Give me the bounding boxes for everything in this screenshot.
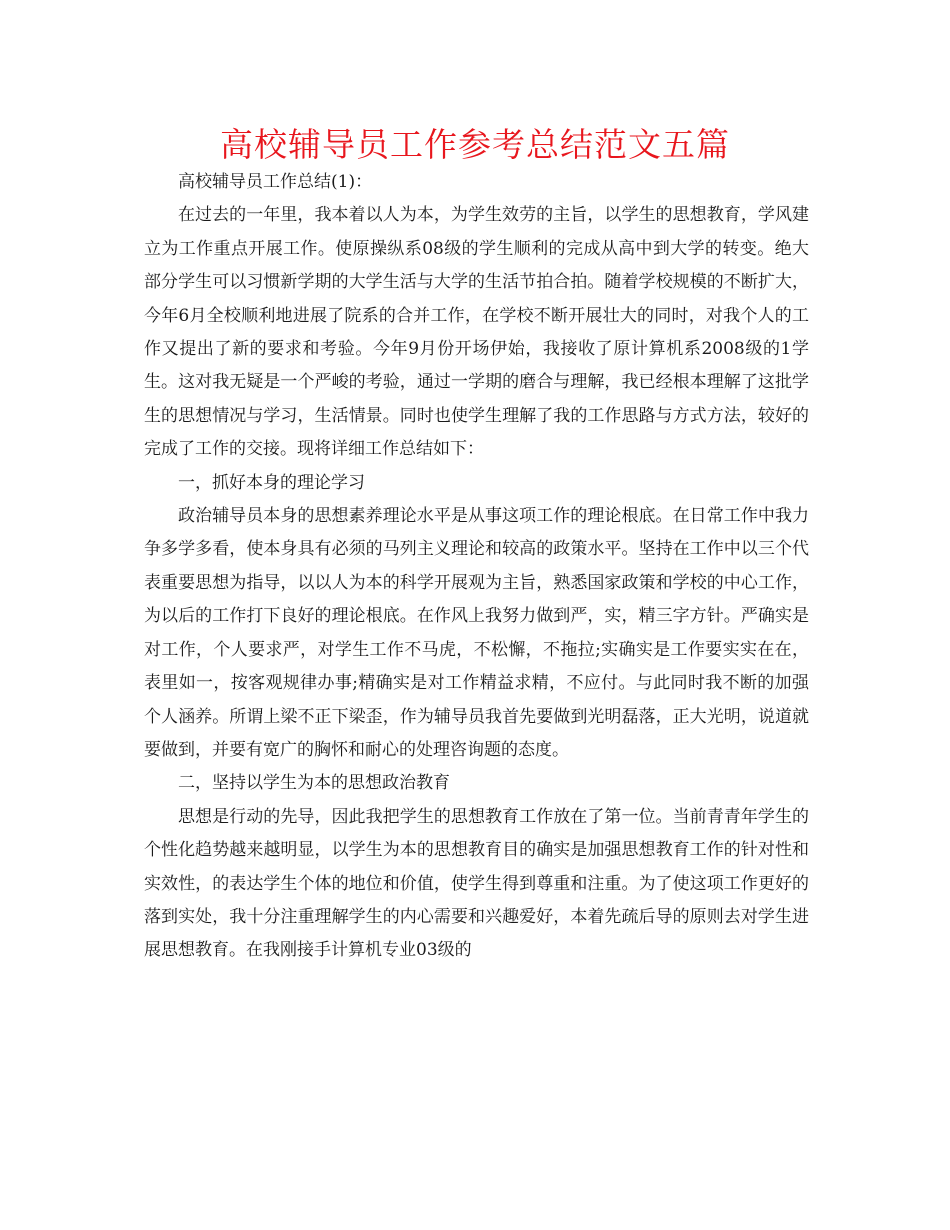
paragraph-intro: 在过去的一年里，我本着以人为本，为学生效劳的主旨，以学生的思想教育，学风建立为工作重点开展工作。使原操纵系08级的学生顺利的完成从高中到大学的转变。绝大部分学生可以习惯新学期的大学生活与大学的生活节拍合拍。随着学校规模的不断扩大，今年6月全校顺利地进展了院系的合并工作，在学校不断开展壮大的同时，对我个人的工作又提出了新的要求和考验。今年9月份开场伊始，我接收了原计算机系2008级的1学生。这对我无疑是一个严峻的考验，通过一学期的磨合与理解，我已经根本理解了这批学生的思想情况与学习，生活情景。同时也使学生理解了我的工作思路与方式方法，较好的完成了工作的交接。现将详细工作总结如下： — [144, 205, 809, 460]
document-body — [144, 166, 809, 968]
paragraph-student-oriented: 思想是行动的先导，因此我把学生的思想教育工作放在了第一位。当前青青年学生的个性化趋势越来越明显，以学生为本的思想教育目的确实是加强思想教育工作的针对性和实效性，的表达学生个体的地位和价值，使学生得到尊重和注重。为了使这项工作更好的落到实处，我十分注重理解学生的内心需要和兴趣爱好，本着先疏后导的原则去对学生进展思想教育。在我刚接手计算机专业03级的 — [144, 806, 809, 961]
paragraph-theory-study: 政治辅导员本身的思想素养理论水平是从事这项工作的理论根底。在日常工作中我力争多学多看，使本身具有必须的马列主义理论和较高的政策水平。坚持在工作中以三个代表重要思想为指导，以以人为本的科学开展观为主旨，熟悉国家政策和学校的中心工作，为以后的工作打下良好的理论根底。在作风上我努力做到严，实，精三字方针。严确实是对工作，个人要求严，对学生工作不马虎，不松懈，不拖拉;实确实是工作要实实在在，表里如一，按客观规律办事;精确实是对工作精益求精，不应付。与此同时我不断的加强个人涵养。所谓上梁不正下梁歪，作为辅导员我首先要做到光明磊落，正大光明，说道就要做到，并要有宽广的胸怀和耐心的处理咨询题的态度。 — [144, 506, 809, 760]
paragraph-heading-summary-1: 高校辅导员工作总结(1)： — [178, 172, 373, 192]
section-heading-theory-study: 一，抓好本身的理论学习 — [178, 472, 365, 493]
document-title: 高校辅导员工作参考总结范文五篇 — [220, 125, 730, 164]
section-heading-student-oriented: 二，坚持以学生为本的思想政治教育 — [178, 773, 450, 794]
